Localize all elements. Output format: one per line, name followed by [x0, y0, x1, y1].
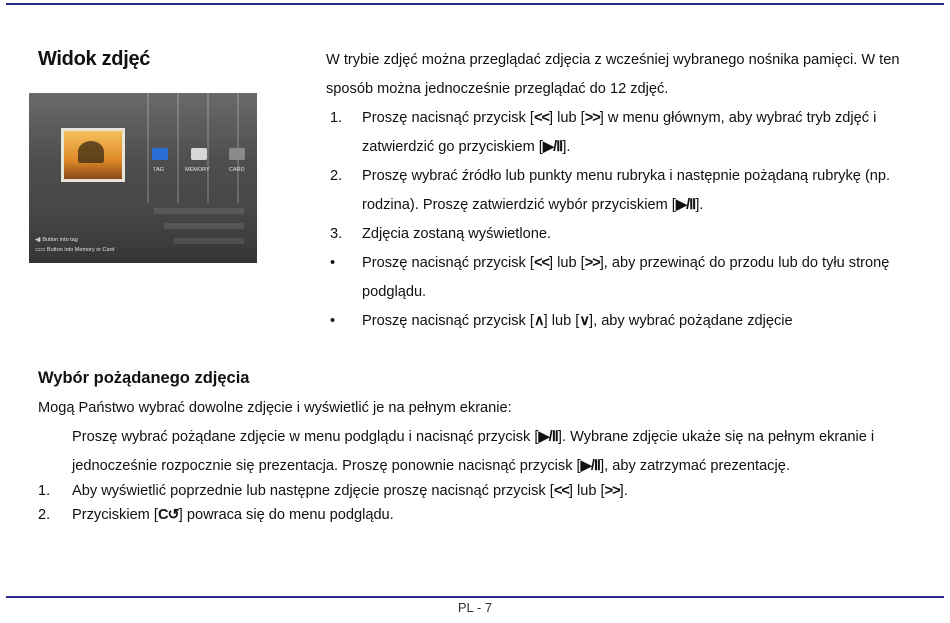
bottom-rule [6, 596, 944, 598]
paragraph-line: jednocześnie rozpocznie się prezentacja. Proszę ponownie nacisnąć przycisk [▶/Ⅱ], aby zatrzymać prezentację. [72, 458, 790, 474]
step-number: 1. [38, 483, 51, 499]
bullet-text: podglądu. [362, 284, 427, 300]
step-number: 1. [330, 110, 343, 126]
intro-line: W trybie zdjęć można przeglądać zdjęcia z wcześniej wybranego nośnika pamięci. W ten [326, 52, 900, 68]
prev-button-symbol: << [533, 255, 549, 271]
prev-button-symbol: << [533, 110, 549, 126]
next-button-symbol: >> [584, 255, 600, 271]
tag-folder-icon [152, 148, 168, 160]
step-text: zatwierdzić go przyciskiem [▶/Ⅱ]. [362, 139, 571, 155]
menu-label-tag: TAG [153, 167, 164, 173]
section-title: Wybór pożądanego zdjęcia [38, 369, 250, 387]
step-text: Aby wyświetlić poprzednie lub następne zdjęcie proszę nacisnąć przycisk [<<] lub [>>]. [72, 483, 628, 499]
next-button-symbol: >> [604, 483, 620, 499]
photo-thumbnail [61, 128, 125, 182]
menu-screenshot [29, 93, 257, 263]
step-text: Przyciskiem [C↺] powraca się do menu podglądu. [72, 507, 394, 523]
step-number: 2. [38, 507, 51, 523]
bullet-text: Proszę nacisnąć przycisk [<<] lub [>>], aby przewinąć do przodu lub do tyłu stronę [362, 255, 890, 271]
bullet-text: Proszę nacisnąć przycisk [∧] lub [∨], aby wybrać pożądane zdjęcie [362, 313, 793, 329]
step-number: 3. [330, 226, 343, 242]
page-number: PL - 7 [457, 600, 493, 615]
next-button-symbol: >> [584, 110, 600, 126]
card-icon [229, 148, 245, 160]
section-intro: Mogą Państwo wybrać dowolne zdjęcie i wyświetlić je na pełnym ekranie: [38, 400, 512, 416]
intro-line: sposób można jednocześnie przeglądać do 12 zdjęć. [326, 81, 669, 97]
paragraph-line: Proszę wybrać pożądane zdjęcie w menu podglądu i nacisnąć przycisk [▶/Ⅱ]. Wybrane zdjęcie ukaże się na pełnym ekranie i [72, 429, 875, 445]
top-rule [6, 3, 944, 5]
memory-icon [191, 148, 207, 160]
play-pause-symbol: ▶/Ⅱ [538, 429, 558, 445]
play-pause-symbol: ▶/Ⅱ [580, 458, 601, 474]
back-button-symbol: C↺ [157, 507, 179, 523]
step-text: Zdjęcia zostaną wyświetlone. [362, 226, 551, 242]
step-text: Proszę nacisnąć przycisk [<<] lub [>>] w menu głównym, aby wybrać tryb zdjęć i [362, 110, 877, 126]
up-button-symbol: ∧ [533, 313, 544, 329]
prev-button-symbol: << [553, 483, 569, 499]
bullet-icon: • [330, 255, 336, 271]
play-pause-symbol: ▶/Ⅱ [542, 139, 563, 155]
menu-label-memory: MEMORY [185, 167, 210, 173]
hint-line: ▭▭ Button into Memory or Card [35, 247, 115, 253]
step-number: 2. [330, 168, 343, 184]
step-text: rodzina). Proszę zatwierdzić wybór przyciskiem [▶/Ⅱ]. [362, 197, 704, 213]
step-text: Proszę wybrać źródło lub punkty menu rubryka i następnie pożądaną rubrykę (np. [362, 168, 891, 184]
down-button-symbol: ∨ [579, 313, 590, 329]
menu-label-card: CARD [229, 167, 245, 173]
play-pause-symbol: ▶/Ⅱ [675, 197, 696, 213]
bullet-icon: • [330, 313, 336, 329]
section-title: Widok zdjęć [38, 48, 151, 70]
hint-line: ◂▮ Button into tag [35, 237, 78, 243]
